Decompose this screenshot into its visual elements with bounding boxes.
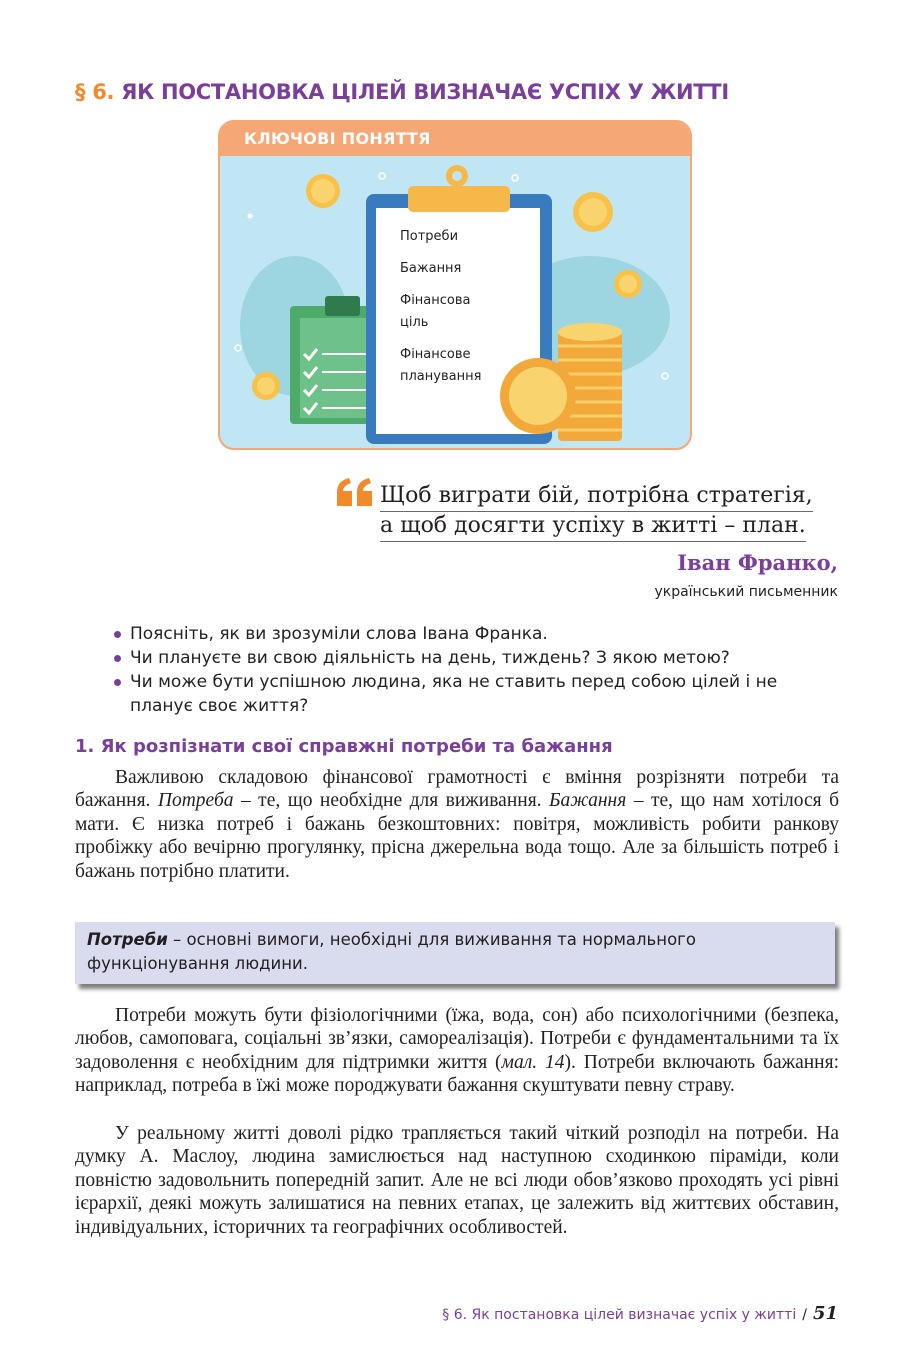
paragraph: Важливою складовою фінансової грамотності є вміння розрізняти потреби та бажання. Потреба – те, що необхідне для виживання. Бажання – те, що нам хотілося б мати. Є низка потреб і бажань безкоштовних: повітря, можливість робити ранкову пробіжку або вечірню прогулянку, прісна джерельна вода тощо. Але за більшість потреб і бажань потрібно платити. (75, 767, 840, 882)
coin-icon (500, 358, 576, 434)
quote-line: а щоб досягти успіху в житті – план. (380, 511, 806, 542)
question-list (114, 622, 834, 718)
chapter-title (75, 80, 729, 104)
key-concepts-header: КЛЮЧОВІ ПОНЯТТЯ (220, 122, 690, 156)
chapter-number: § 6. (75, 80, 115, 104)
question-item: Поясніть, як ви зрозуміли слова Івана Франка. (114, 622, 834, 646)
question-item: Чи може бути успішною людина, яка не ставить перед собою цілей і не планує своє життя? (114, 670, 834, 718)
concept-item: Фінансова ціль (400, 293, 471, 330)
coin-icon (252, 372, 280, 400)
coin-icon (306, 174, 340, 208)
definition-term: Потреби (87, 930, 168, 949)
figure-reference: мал. 14 (501, 1051, 565, 1073)
coin-icon (573, 192, 613, 232)
quote-author: Іван Франко, (677, 550, 838, 575)
concept-item: Фінансове планування (400, 347, 482, 384)
quote-line: Щоб виграти бій, потрібна стратегія, (380, 481, 813, 512)
running-title: § 6. Як постановка цілей визначає успіх у житті (442, 1307, 797, 1323)
term: Потреба (157, 790, 234, 812)
concept-item: Потреби (400, 229, 459, 244)
page-footer (442, 1303, 838, 1324)
page-number: 51 (812, 1303, 838, 1324)
question-item: Чи плануєте ви свою діяльність на день, тиждень? З якою метою? (114, 646, 834, 670)
definition-text: – основні вимоги, необхідні для виживання та нормального функціонування людини. (87, 930, 696, 973)
quote-author-role: український письменник (654, 584, 838, 600)
paragraph: У реальному житті доволі рідко трапляється такий чіткий розподіл на потреби. На думку А. Маслоу, людина замислюється над наступною сходинкою піраміди, коли повністю задовольнить попередній запит. Але не всі люди обов’язково проходять усі рівні ієрархії, деякі можуть залишатися на певних етапах, це залежить від життєвих обставин, індивідуальних, історичних та географічних особливостей. (75, 1123, 839, 1238)
coin-icon (614, 270, 642, 298)
paragraph: Потреби можуть бути фізіологічними (їжа, вода, сон) або психологічними (безпека, любов, самоповага, соціальні зв’язки, самореалізація). Потреби є фундаментальними та їх задоволення є необхідним для підтримки життя (мал. 14). Потреби включають бажання: наприклад, потреба в їжі може породжувати бажання скуштувати певну страву. (75, 1005, 839, 1097)
footer-separator: / (802, 1307, 807, 1323)
concept-item: Бажання (400, 261, 462, 276)
definition-box (75, 922, 835, 984)
chapter-title-text: ЯК ПОСТАНОВКА ЦІЛЕЙ ВИЗНАЧАЄ УСПІХ У ЖИТТІ (121, 80, 729, 104)
quote-icon (335, 478, 375, 506)
section-heading: 1. Як розпізнати свої справжні потреби та бажання (75, 736, 613, 757)
key-concepts-card (218, 120, 692, 450)
term: Бажання (549, 790, 627, 812)
